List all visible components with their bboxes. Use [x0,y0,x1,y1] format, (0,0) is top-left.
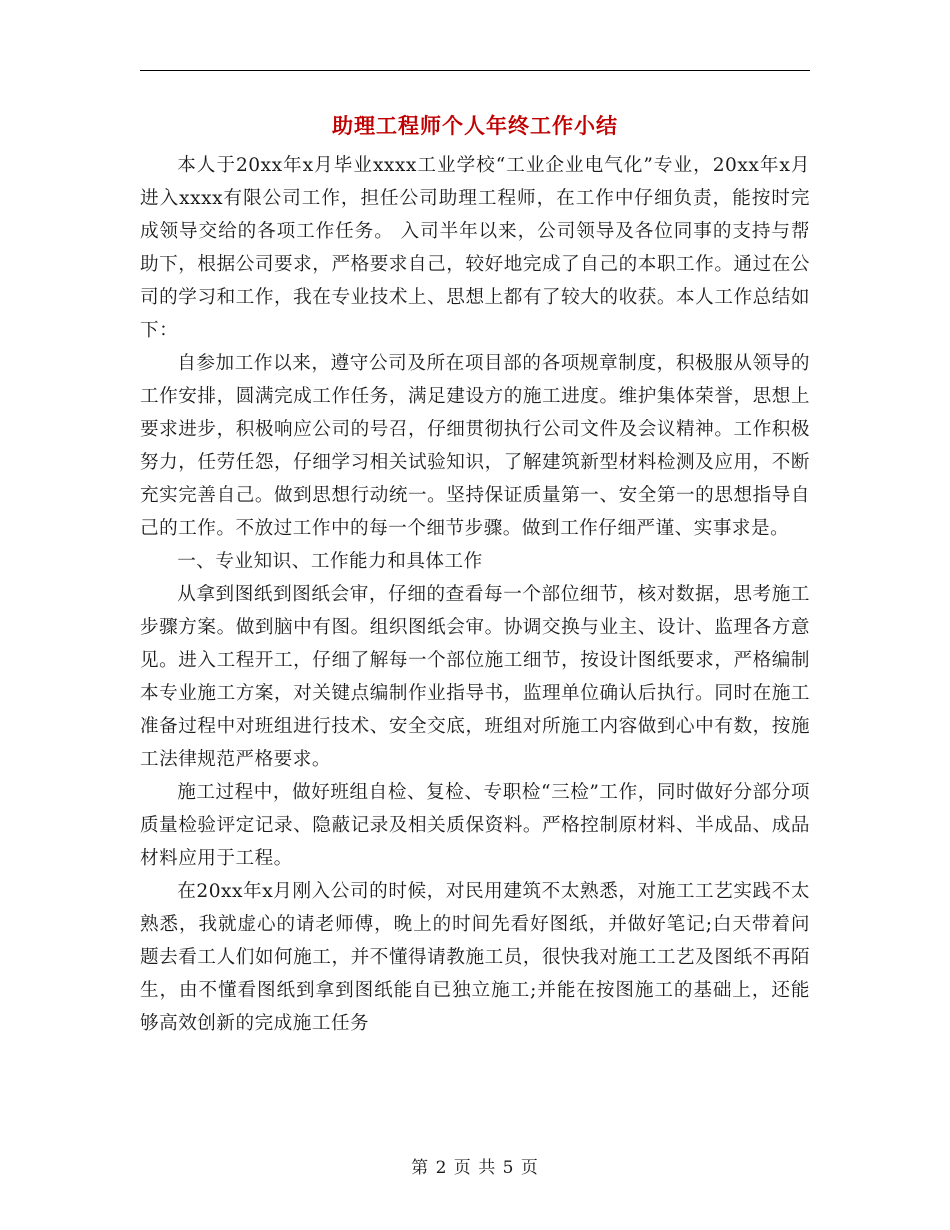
paragraph-inspection: 施工过程中，做好班组自检、复检、专职检“三检”工作，同时做好分部分项质量检验评定记录、隐蔽记录及相关质保资料。严格控制原材料、半成品、成品材料应用于工程。 [140,782,810,869]
header-rule [140,70,810,71]
section-heading: 一、专业知识、工作能力和具体工作 [177,551,483,572]
paragraph-conduct: 自参加工作以来，遵守公司及所在项目部的各项规章制度，积极服从领导的工作安排，圆满完成工作任务，满足建设方的施工进度。维护集体荣誉，思想上要求进步，积极响应公司的号召，仔细贯彻执行公司文件及会议精神。工作积极努力，任劳任怨，仔细学习相关试验知识，了解建筑新型材料检测及应用，不断充实完善自己。做到思想行动统一。坚持保证质量第一、安全第一的思想指导自己的工作。不放过工作中的每一个细节步骤。做到工作仔细严谨、实事求是。 [140,353,810,539]
paragraph-intro: 本人于20xx年x月毕业xxxx工业学校“工业企业电气化”专业，20xx年x月进入xxxx有限公司工作，担任公司助理工程师，在工作中仔细负责，能按时完成领导交给的各项工作任务。 入司半年以来，公司领导及各位同事的支持与帮助下，根据公司要求，严格要求自己，较好地完成了自己的本职工作。通过在公司的学习和工作，我在专业技术上、思想上都有了较大的收获。本人工作总结如下： [140,155,810,341]
page-number-footer: 第 2 页 共 5 页 [411,1158,539,1178]
paragraph-drawings: 从拿到图纸到图纸会审，仔细的查看每一个部位细节，核对数据，思考施工步骤方案。做到脑中有图。组织图纸会审。协调交换与业主、设计、监理各方意见。进入工程开工，仔细了解每一个部位施工细节，按设计图纸要求，严格编制本专业施工方案，对关键点编制作业指导书，监理单位确认后执行。同时在施工准备过程中对班组进行技术、安全交底，班组对所施工内容做到心中有数，按施工法律规范严格要求。 [140,584,810,770]
paragraph-learning: 在20xx年x月刚入公司的时候，对民用建筑不太熟悉，对施工工艺实践不太熟悉，我就虚心的请老师傅，晚上的时间先看好图纸，并做好笔记;白天带着问题去看工人们如何施工，并不懂得请教施工员，很快我对施工工艺及图纸不再陌生，由不懂看图纸到拿到图纸能自已独立施工;并能在按图施工的基础上，还能够高效创新的完成施工任务 [140,881,810,1034]
document-body [140,149,810,1040]
document-title: 助理工程师个人年终工作小结 [332,113,618,138]
